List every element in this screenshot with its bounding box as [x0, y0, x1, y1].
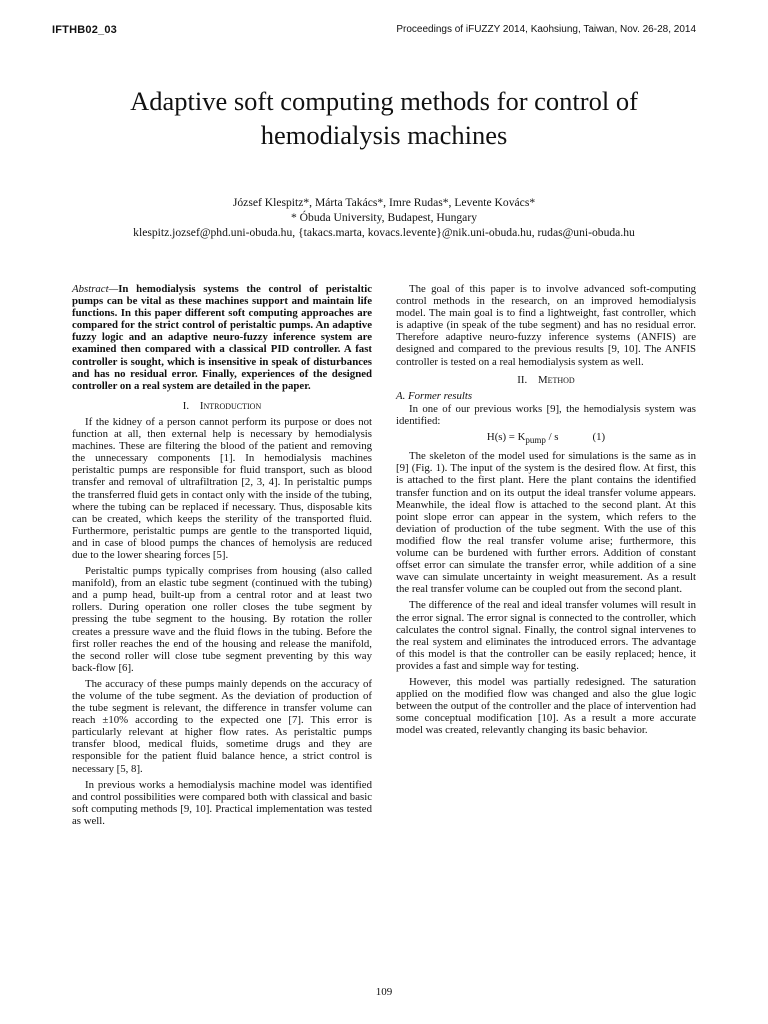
- abstract: [72, 283, 372, 392]
- title-line-1: Adaptive soft computing methods for control of: [130, 86, 638, 116]
- right-intro-paragraph: The goal of this paper is to involve advanced soft-computing control methods in the research, on an improved hemodialysis model. The main goal is to find a lightweight, fast controller, which is adaptive (in speak of the tube segment) and has no residual error. Therefore adaptive neuro-fuzzy inference systems (ANFIS) are designed and compared to the previous results [9, 10]. The ANFIS controller is tested on a real hemodialysis system as well.: [396, 283, 696, 368]
- author-block: [60, 195, 708, 240]
- section-2-heading: [396, 374, 696, 386]
- equation-rhs: / s: [545, 431, 559, 444]
- equation-subscript: pump: [525, 435, 546, 446]
- subsection-a-heading: A. Former results: [396, 389, 473, 402]
- method-paragraph-3: However, this model was partially redesigned. The saturation applied on the modified flow was changed and also the glue logic between the output of the controller and the place of intervention had some conceptual modification [10]. As a result a more accurate model was created, relevantly changing its basic behavior.: [396, 675, 696, 737]
- title-line-2: hemodialysis machines: [260, 120, 508, 150]
- abstract-label: Abstract—: [72, 283, 119, 295]
- equation-number: (1): [592, 431, 606, 444]
- intro-paragraph-1: If the kidney of a person cannot perform its purpose or does not function at all, then external help is necessary by hemodialysis machines. These are filtering the blood of the patient and removing the unnecessary components [1]. In hemodialysis machines peristaltic pumps are responsible for fluid transport, such as blood transfer and removal of ultrafiltration [2, 3, 4]. In peristaltic pumps the transferred fluid gets in contact only with the inside of the tubing, where the tubing can be replaced if necessary. Thus, disposable kits can be created, which keeps the sterility of the transported fluid. Furthermore, peristaltic pumps are gentle to the transported liquid, and in case of blood pumps the chances of hemolysis are reduced due to the lower shearing forces [5].: [72, 415, 372, 561]
- section-2-number: II.: [517, 373, 528, 386]
- proceedings-header: Proceedings of iFUZZY 2014, Kaohsiung, Taiwan, Nov. 26-28, 2014: [396, 24, 696, 35]
- paper-id: IFTHB02_03: [52, 24, 117, 36]
- intro-paragraph-4: In previous works a hemodialysis machine model was identified and control possibilities were compared both with classical and basic soft computing methods [9, 10]. Practical implementation was tested as well.: [72, 778, 372, 827]
- section-2-title: Method: [537, 373, 575, 386]
- method-paragraph-2: The difference of the real and ideal transfer volumes will result in the error signal. The error signal is connected to the controller, which calculates the control signal. Finally, the control signal intervenes to the real system and eliminates the introduced errors. The advantage of this model is that the controller can be easily replaced; hence, it provides a fast and simple way for testing.: [396, 599, 696, 672]
- authors: József Klespitz*, Márta Takács*, Imre Rudas*, Levente Kovács*: [232, 196, 536, 209]
- intro-paragraph-3: The accuracy of these pumps mainly depends on the accuracy of the volume of the tube segment. As the deviation of production of the tube segment is relevant, the difference in transfer volume can reach ±10% according to the expected one [7]. This error is particularly relevant at higher flow rates. As peristaltic pumps transfer blood, medical fluids, sometime drugs and they are responsible for the patient fluid balance hence, a strict control is necessary [5, 8].: [72, 677, 372, 775]
- former-results-intro: In one of our previous works [9], the hemodialysis system was identified:: [396, 402, 696, 427]
- affiliation: * Óbuda University, Budapest, Hungary: [290, 211, 477, 224]
- left-column: [72, 283, 372, 831]
- equation-1: [396, 431, 696, 446]
- page-title: [60, 84, 708, 152]
- equation-lhs: H(s) = K: [486, 431, 526, 444]
- page-number: 109: [375, 986, 393, 998]
- intro-paragraph-2: Peristaltic pumps typically comprises from housing (also called manifold), from an elastic tube segment (continued with the tubing) and a pump head, built-up from a central rotor and at least two rollers. During operation one roller closes the tube segment by pressing the tube segment to the housing. By rotation the roller creates a pressure wave and the fluid flows in the tubing. Before the first roller reaches the end of the housing and release the manifold, the second roller will close tube segment preventing by this way back-flow [6].: [72, 565, 372, 674]
- section-1-number: I.: [182, 399, 190, 412]
- right-column: [396, 283, 696, 740]
- emails: klespitz.jozsef@phd.uni-obuda.hu, {takacs.marta, kovacs.levente}@nik.uni-obuda.hu, rudas@uni-obuda.hu: [133, 226, 635, 239]
- section-1-title: Introduction: [199, 399, 262, 412]
- section-1-heading: [72, 400, 372, 412]
- method-paragraph-1: The skeleton of the model used for simulations is the same as in [9] (Fig. 1). The input of the system is the desired flow. At first, this is attached to the first plant. Here the plant contains the identified transfer function and on its output the ideal transfer volume appears. Meanwhile, the ideal flow is attached to the second plant. At this point slope error can appear in the system, which refers to the deviation of production of the tube segment. With the use of this modified flow the real transfer volume arise; furthermore, this volume can be burdened with further errors. Addition of constant offset error can simulate the transfer error, while addition of a sine wave can simulate uncertainty in weight measurement. As a result the real transfer volume can be coupled out from the second plant.: [396, 450, 696, 596]
- abstract-text: In hemodialysis systems the control of peristaltic pumps can be vital as these machines support and maintain life functions. In this paper different soft computing approaches are compared for the strict control of peristaltic pumps. An adaptive fuzzy logic and an adaptive neuro-fuzzy inference system are examined then compared with a classical PID controller. A fast controller is sought, which is insensitive in speak of disturbances and has no residual error. Finally, experiences of the designed controller on a real system are detailed in the paper.: [72, 283, 372, 392]
